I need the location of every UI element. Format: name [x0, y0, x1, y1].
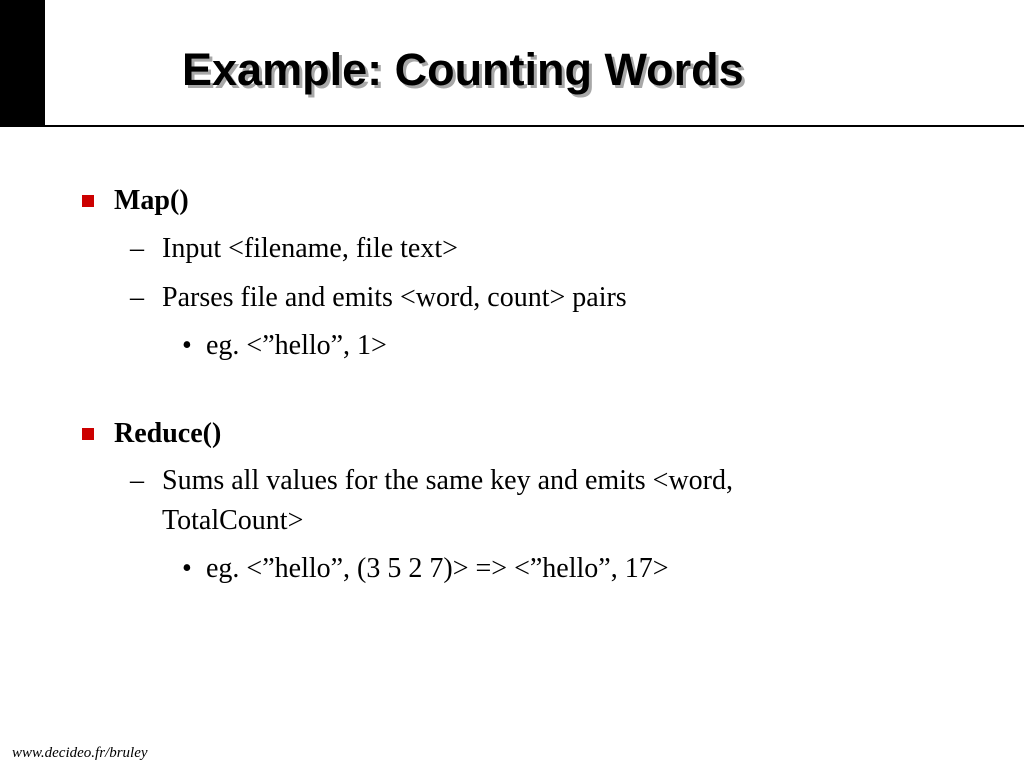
- dash-bullet-icon: –: [130, 282, 144, 313]
- map-example: eg. <”hello”, 1>: [206, 330, 387, 361]
- section-heading-map: Map(): [114, 185, 189, 216]
- dash-bullet-icon: –: [130, 233, 144, 264]
- slide-title: Example: Counting Words: [182, 44, 744, 95]
- square-bullet-icon: [82, 195, 94, 207]
- dash-bullet-icon: –: [130, 465, 144, 496]
- section-heading-reduce: Reduce(): [114, 418, 222, 449]
- dot-bullet-icon: •: [182, 553, 192, 584]
- map-item-input: Input <filename, file text>: [162, 233, 458, 264]
- square-bullet-icon: [82, 428, 94, 440]
- footer-url: www.decideo.fr/bruley: [12, 745, 148, 761]
- reduce-item-line2: TotalCount>: [162, 505, 304, 536]
- map-item-parses: Parses file and emits <word, count> pairs: [162, 282, 627, 313]
- reduce-example: eg. <”hello”, (3 5 2 7)> => <”hello”, 17>: [206, 553, 669, 584]
- dot-bullet-icon: •: [182, 330, 192, 361]
- reduce-item-line1: Sums all values for the same key and emits <word,: [162, 465, 734, 496]
